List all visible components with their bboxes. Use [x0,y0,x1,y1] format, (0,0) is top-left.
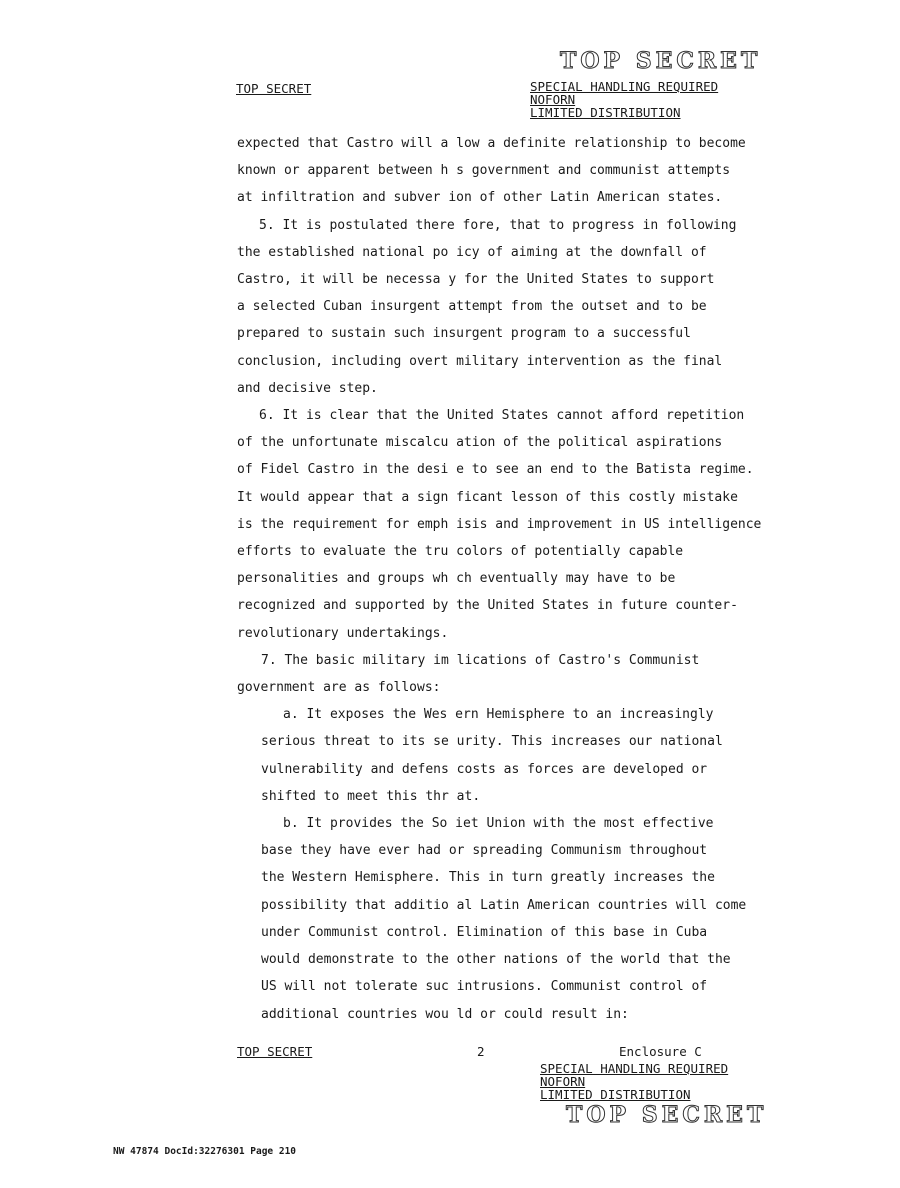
text-line: a selected Cuban insurgent attempt from the outset and to be [237,299,707,315]
text-line: base they have ever had or spreading Communism throughout [261,843,708,859]
subparagraph-b-start: b. It provides the So iet Union with the most effective [283,816,714,832]
text-line: US will not tolerate suc intrusions. Communist control of [261,979,708,995]
text-line: conclusion, including overt military intervention as the final [237,353,723,369]
subparagraph-a-start: a. It exposes the Wes ern Hemisphere to an increasingly [283,707,714,723]
text-line: and decisive step. [237,380,378,396]
paragraph-5-start: 5. It is postulated there fore, that to progress in following [259,217,737,233]
footer-classification: TOP SECRET [237,1044,313,1059]
top-secret-stamp-top: TOP SECRET [560,48,762,74]
header-handling-block [530,80,718,119]
text-line: It would appear that a sign ficant lesson of this costly mistake [237,489,738,505]
header-classification: TOP SECRET [236,81,312,96]
footer-handling-block [540,1062,728,1101]
text-line: efforts to evaluate the tru colors of potentially capable [237,544,684,560]
noforn-line: NOFORN [530,92,576,107]
text-line: of Fidel Castro in the desi e to see an end to the Batista regime. [237,462,754,478]
text-line: serious threat to its se urity. This increases our national [261,734,723,750]
page-number: 2 [477,1044,485,1059]
text-line: revolutionary undertakings. [237,625,449,641]
text-line: would demonstrate to the other nations of the world that the [261,952,731,968]
paragraph-7-start: 7. The basic military im lications of Castro's Communist [261,652,700,668]
text-line: known or apparent between h s government and communist attempts [237,163,731,179]
text-line: government are as follows: [237,680,441,696]
text-line: the established national po icy of aiming at the downfall of [237,244,707,260]
text-line: Castro, it will be necessa y for the United States to support [237,272,715,288]
text-line: is the requirement for emph isis and improvement in US intelligence [237,516,762,532]
text-line: shifted to meet this thr at. [261,788,481,804]
paragraph-6-start: 6. It is clear that the United States cannot afford repetition [259,408,745,424]
text-line: vulnerability and defens costs as forces are developed or [261,761,708,777]
text-line: prepared to sustain such insurgent program to a successful [237,326,691,342]
enclosure-label: Enclosure C [619,1044,702,1059]
text-line: recognized and supported by the United States in future counter- [237,598,738,614]
document-id: NW 47874 DocId:32276301 Page 210 [113,1146,297,1157]
distribution-line: LIMITED DISTRIBUTION [540,1087,691,1102]
text-line: expected that Castro will a low a definite relationship to become [237,136,746,151]
text-line: additional countries wou ld or could result in: [261,1006,629,1022]
distribution-line: LIMITED DISTRIBUTION [530,105,681,120]
text-line: under Communist control. Elimination of this base in Cuba [261,924,708,940]
text-line: possibility that additio al Latin American countries will come [261,897,747,913]
text-line: of the unfortunate miscalcu ation of the political aspirations [237,435,723,451]
handling-line: SPECIAL HANDLING REQUIRED [530,79,719,94]
handling-line: SPECIAL HANDLING REQUIRED [540,1061,729,1076]
noforn-line: NOFORN [540,1074,586,1089]
text-line: personalities and groups wh ch eventually may have to be [237,571,676,587]
text-line: the Western Hemisphere. This in turn greatly increases the [261,870,715,886]
top-secret-stamp-bottom: TOP SECRET [566,1102,768,1128]
body-text [237,130,777,1028]
text-line: at infiltration and subver ion of other Latin American states. [237,190,723,206]
